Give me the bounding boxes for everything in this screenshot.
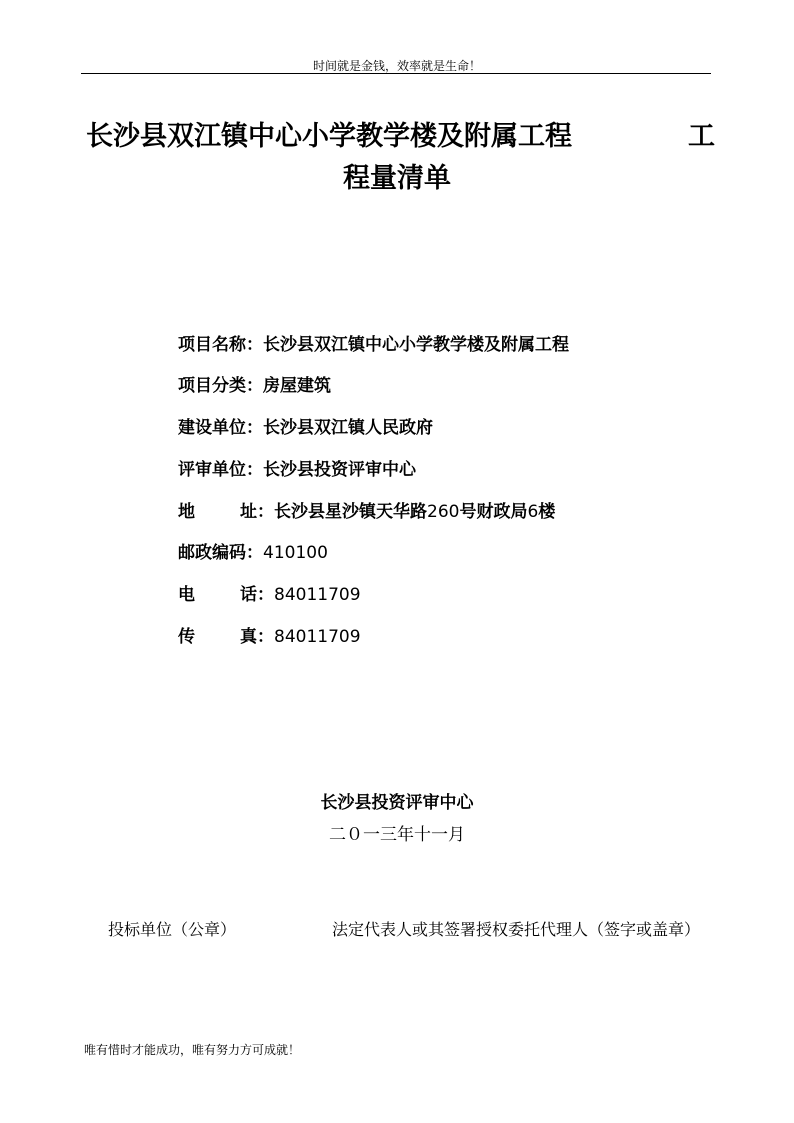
info-row-review-unit <box>178 458 416 482</box>
info-row-phone <box>178 583 361 607</box>
signature-bidder: 投标单位（公章） <box>108 920 237 939</box>
info-label: 传 真 <box>178 627 257 647</box>
info-label: 电 话 <box>178 585 257 605</box>
info-row-postal-code <box>178 541 328 565</box>
signature-representative: 法定代表人或其签署授权委托代理人（签字或盖章） <box>332 920 701 939</box>
info-row-project-category <box>178 374 331 398</box>
info-value: 长沙县星沙镇天华路260号财政局6楼 <box>274 502 556 522</box>
info-row-address <box>178 500 555 524</box>
info-row-project-name <box>178 333 569 357</box>
issue-date: 二０一三年十一月 <box>329 825 465 845</box>
info-row-construction-unit <box>178 416 433 440</box>
info-label: 建设单位 <box>178 418 246 438</box>
info-label: 项目名称 <box>178 335 246 355</box>
info-colon: ： <box>257 585 274 605</box>
issuer-name: 长沙县投资评审中心 <box>320 793 474 813</box>
info-value: 长沙县双江镇人民政府 <box>263 418 433 438</box>
info-colon: ： <box>246 418 263 438</box>
info-value: 84011709 <box>274 627 361 647</box>
document-title-line1-tail: 工 <box>688 121 715 152</box>
info-colon: ： <box>246 335 263 355</box>
info-label: 评审单位 <box>178 460 246 480</box>
info-value: 84011709 <box>274 585 361 605</box>
info-colon: ： <box>257 627 274 647</box>
info-colon: ： <box>246 376 263 396</box>
header-divider <box>81 73 711 74</box>
info-colon: ： <box>246 543 263 563</box>
footer-motto: 唯有惜时才能成功，唯有努力方可成就！ <box>84 1043 301 1057</box>
info-label: 邮政编码 <box>178 543 246 563</box>
info-colon: ： <box>246 460 263 480</box>
info-label: 项目分类 <box>178 376 246 396</box>
info-row-fax <box>178 625 361 649</box>
info-value: 长沙县双江镇中心小学教学楼及附属工程 <box>263 335 569 355</box>
document-title-line2: 程量清单 <box>343 163 451 194</box>
document-title-line1: 长沙县双江镇中心小学教学楼及附属工程 <box>86 121 572 152</box>
info-colon: ： <box>257 502 274 522</box>
info-value: 410100 <box>263 543 328 563</box>
info-value: 长沙县投资评审中心 <box>263 460 416 480</box>
info-label: 地 址 <box>178 502 257 522</box>
info-value: 房屋建筑 <box>263 376 331 396</box>
header-motto: 时间就是金钱，效率就是生命！ <box>312 59 481 73</box>
